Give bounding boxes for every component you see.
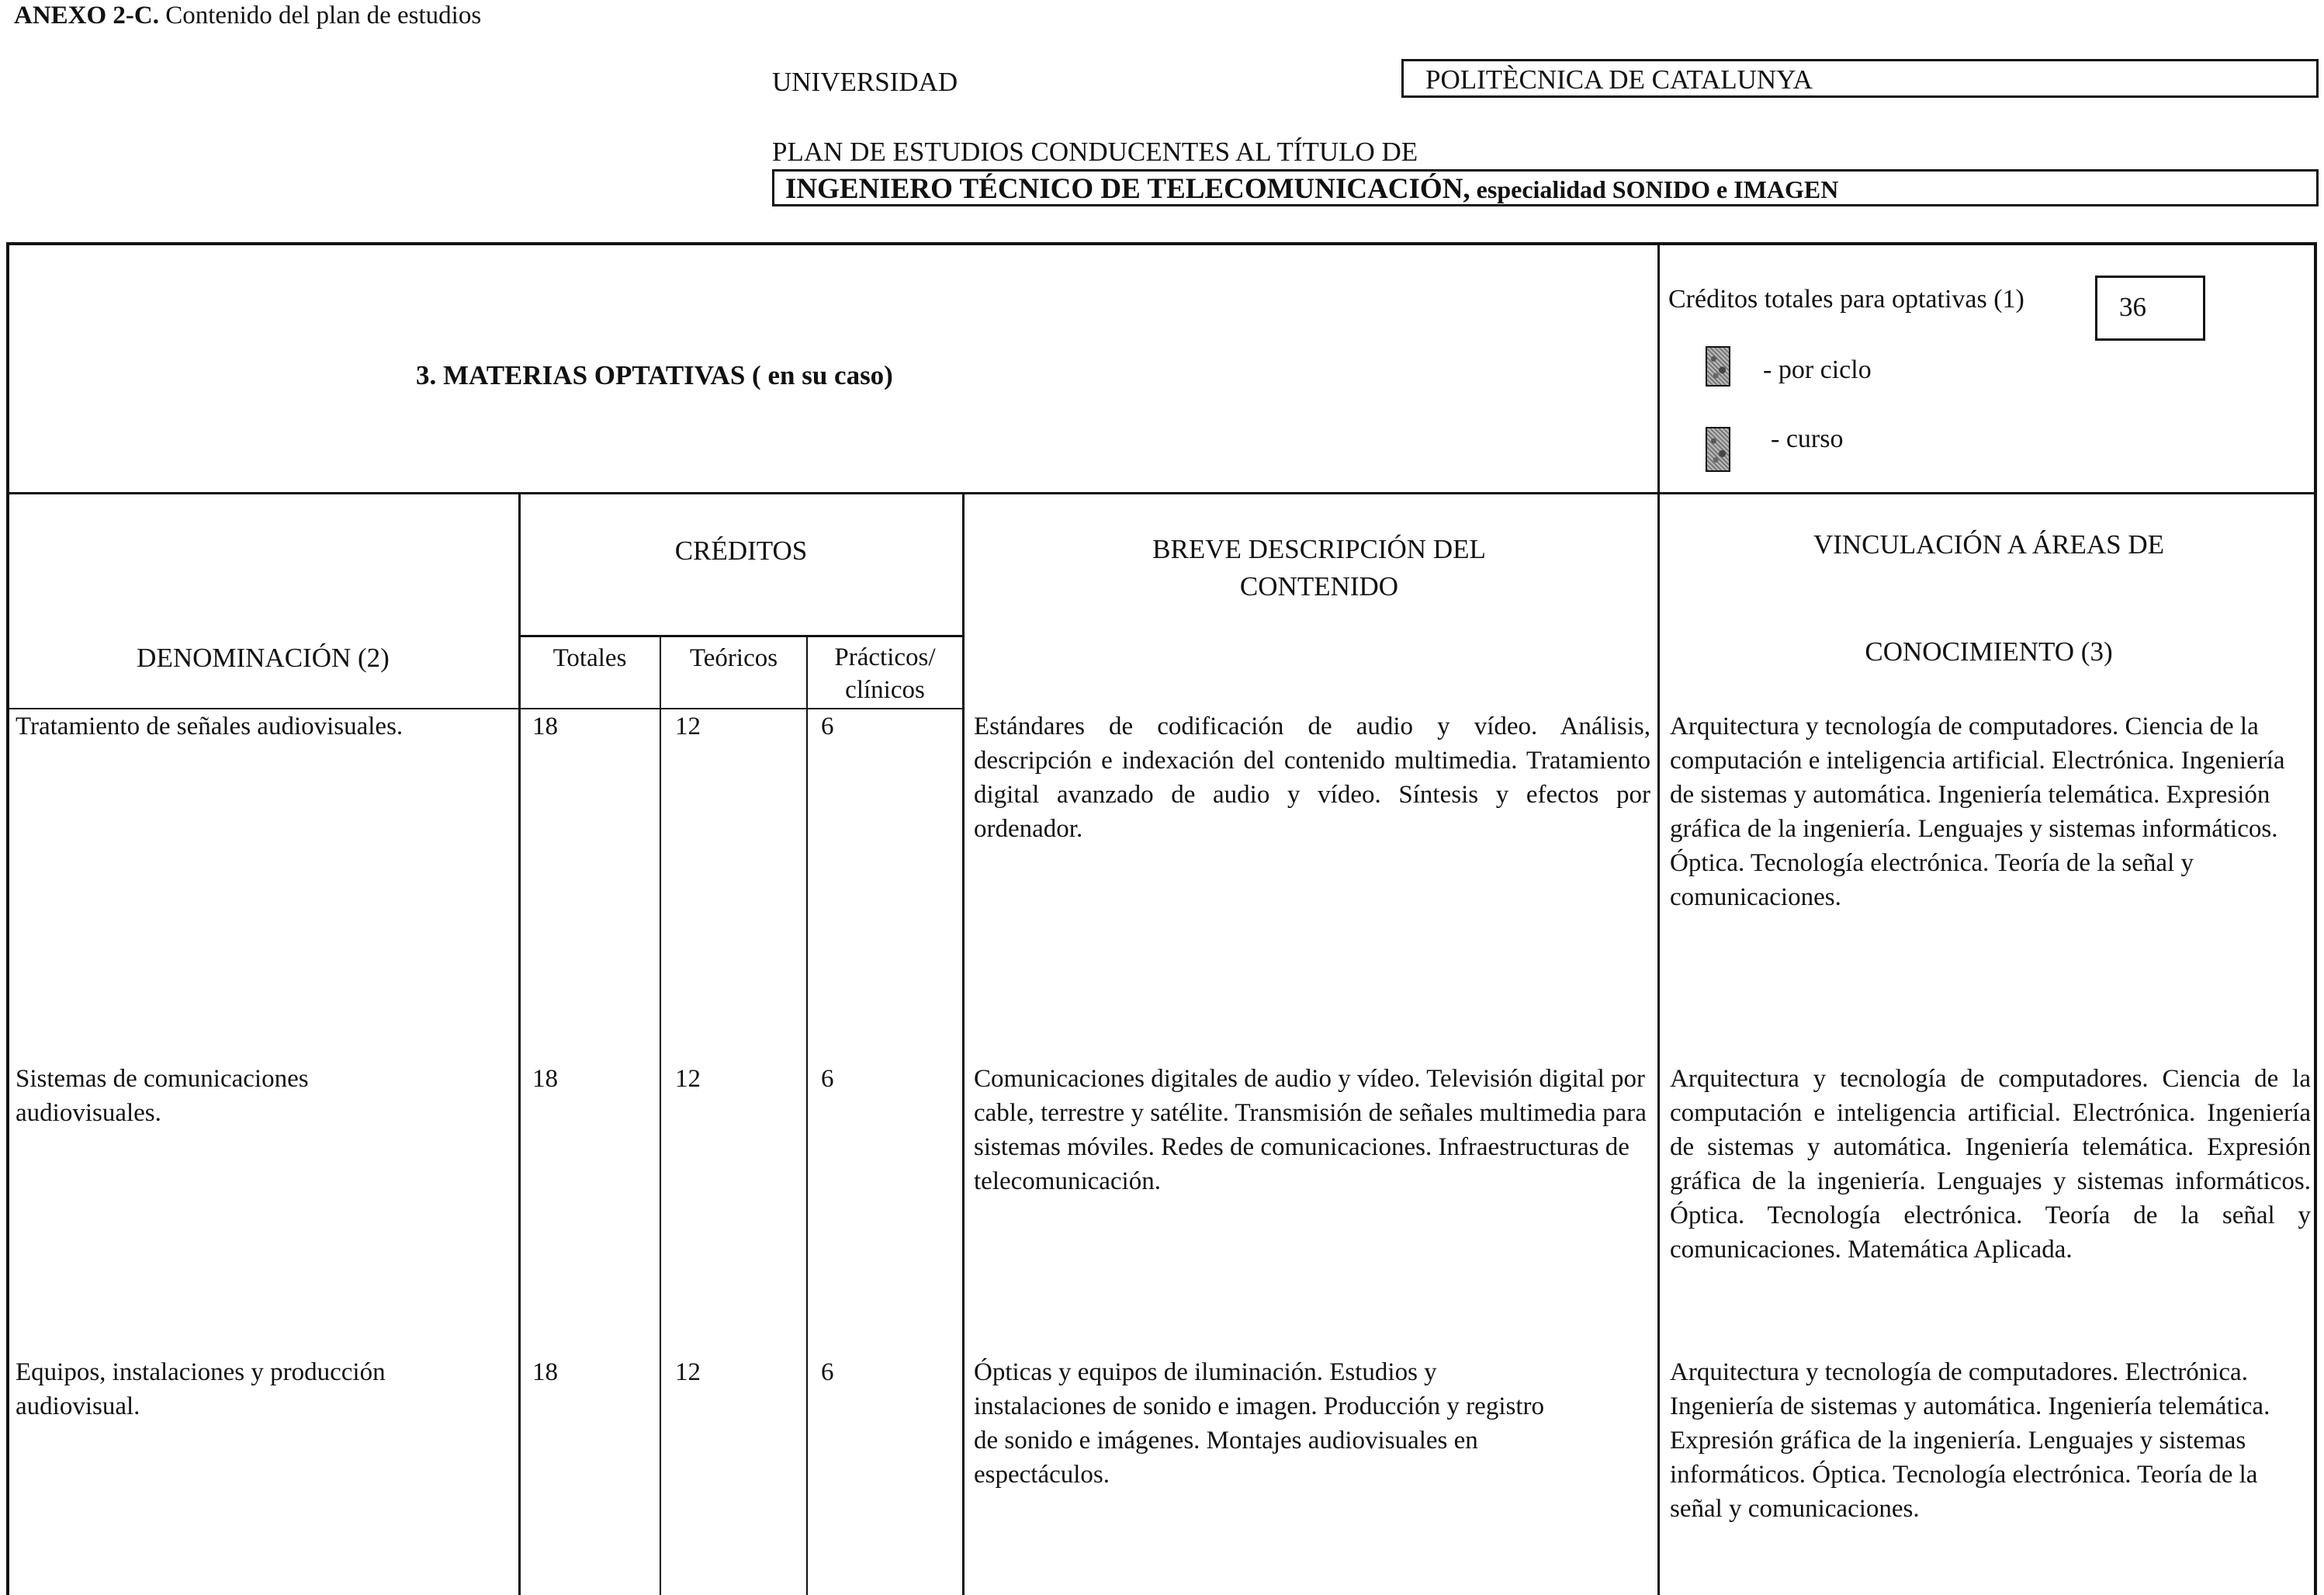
curso-stamp-icon bbox=[1706, 427, 1730, 472]
header-practicos: Prácticos/ clínicos bbox=[834, 643, 936, 704]
row1-descripcion: Estándares de codificación de audio y vídeo. Análisis, descripción e indexación del contenido multimedia. Tratamiento digital avanzado de audio y vídeo. Síntesis y efectos por ordenador. bbox=[974, 713, 1650, 843]
divider-creditos bbox=[518, 635, 963, 637]
creditos-totales-box bbox=[2095, 276, 2205, 341]
degree-title-specialty: especialidad SONIDO e IMAGEN bbox=[1470, 175, 1839, 203]
header-teoricos: Teóricos bbox=[689, 644, 778, 672]
row2-denominacion: Sistemas de comunicaciones audiovisuales. bbox=[16, 1065, 309, 1127]
header-denominacion: DENOMINACIÓN (2) bbox=[137, 643, 390, 673]
degree-title bbox=[785, 172, 1838, 206]
degree-title-main: INGENIERO TÉCNICO DE TELECOMUNICACIÓN, bbox=[785, 173, 1470, 205]
header-creditos: CRÉDITOS bbox=[674, 536, 808, 566]
universidad-value: POLITÈCNICA DE CATALUNYA bbox=[1425, 64, 1813, 95]
row2-vinculacion: Arquitectura y tecnología de computadores. Ciencia de la computación e inteligencia artificial. Electrónica. Ingeniería de sistemas y automática. Ingeniería telemática. Expresión gráfica de la ingeniería. Lenguajes y sistemas informáticos. Óptica. Tecnología electrónica. Teoría de la señal y comunicaciones. Matemática Aplicada. bbox=[1670, 1065, 2311, 1264]
divider-col-practicos bbox=[806, 635, 808, 1595]
row1-denominacion: Tratamiento de señales audiovisuales. bbox=[16, 713, 403, 740]
por-ciclo-stamp-icon bbox=[1706, 346, 1730, 387]
row3-practicos: 6 bbox=[821, 1358, 834, 1386]
row3-teoricos: 12 bbox=[675, 1358, 701, 1386]
row2-teoricos: 12 bbox=[675, 1065, 701, 1093]
row1-teoricos: 12 bbox=[675, 713, 701, 740]
annex-label: ANEXO 2-C. bbox=[14, 2, 159, 29]
divider-col-descripcion bbox=[962, 494, 965, 1595]
divider-section-header bbox=[6, 492, 2317, 494]
row3-descripcion: Ópticas y equipos de iluminación. Estudios y instalaciones de sonido e imagen. Producción y registro de sonido e imágenes. Montajes audiovisuales en espectáculos. bbox=[974, 1358, 1544, 1489]
row2-totales: 18 bbox=[532, 1065, 558, 1093]
creditos-totales-value: 36 bbox=[2119, 292, 2146, 322]
plan-label: PLAN DE ESTUDIOS CONDUCENTES AL TÍTULO DE bbox=[772, 137, 1418, 167]
row1-practicos: 6 bbox=[821, 713, 834, 740]
row1-totales: 18 bbox=[532, 713, 558, 740]
row3-totales: 18 bbox=[532, 1358, 558, 1386]
annex-heading bbox=[14, 2, 481, 29]
divider-col-vinculacion bbox=[1657, 242, 1660, 1595]
header-descripcion: BREVE DESCRIPCIÓN DEL CONTENIDO bbox=[1152, 534, 1486, 602]
universidad-label: UNIVERSIDAD bbox=[772, 67, 958, 97]
creditos-totales-label: Créditos totales para optativas (1) bbox=[1668, 285, 2024, 314]
degree-title-box bbox=[772, 169, 2319, 206]
row2-practicos: 6 bbox=[821, 1065, 834, 1093]
header-vinculacion-line1: VINCULACIÓN A ÁREAS DE bbox=[1813, 529, 2165, 560]
header-totales: Totales bbox=[552, 644, 627, 672]
universidad-box bbox=[1401, 59, 2319, 98]
row3-denominacion: Equipos, instalaciones y producción audiovisual. bbox=[16, 1358, 386, 1420]
header-vinculacion-line2: CONOCIMIENTO (3) bbox=[1865, 636, 2113, 667]
por-ciclo-label: - por ciclo bbox=[1763, 355, 1872, 384]
row2-descripcion: Comunicaciones digitales de audio y vídeo. Televisión digital por cable, terrestre y satélite. Transmisión de señales multimedia para sistemas móviles. Redes de comunicaciones. Infraestructuras de telecomunicación. bbox=[974, 1065, 1647, 1195]
annex-subtitle: Contenido del plan de estudios bbox=[159, 2, 482, 29]
curso-label: - curso bbox=[1771, 425, 1844, 453]
divider-col-teoricos bbox=[660, 635, 661, 1595]
row1-vinculacion: Arquitectura y tecnología de computadores. Ciencia de la computación e inteligencia artificial. Electrónica. Ingeniería de sistemas y automática. Ingeniería telemática. Expresión gráfica de la ingeniería. Lenguajes y sistemas informáticos. Óptica. Tecnología electrónica. Teoría de la señal y comunicaciones. bbox=[1670, 713, 2285, 911]
section-title: 3. MATERIAS OPTATIVAS ( en su caso) bbox=[416, 360, 893, 390]
row3-vinculacion: Arquitectura y tecnología de computadores. Electrónica. Ingeniería de sistemas y automática. Ingeniería telemática. Expresión gráfica de la ingeniería. Lenguajes y sistemas informáticos. Óptica. Tecnología electrónica. Teoría de la señal y comunicaciones. bbox=[1670, 1358, 2270, 1523]
